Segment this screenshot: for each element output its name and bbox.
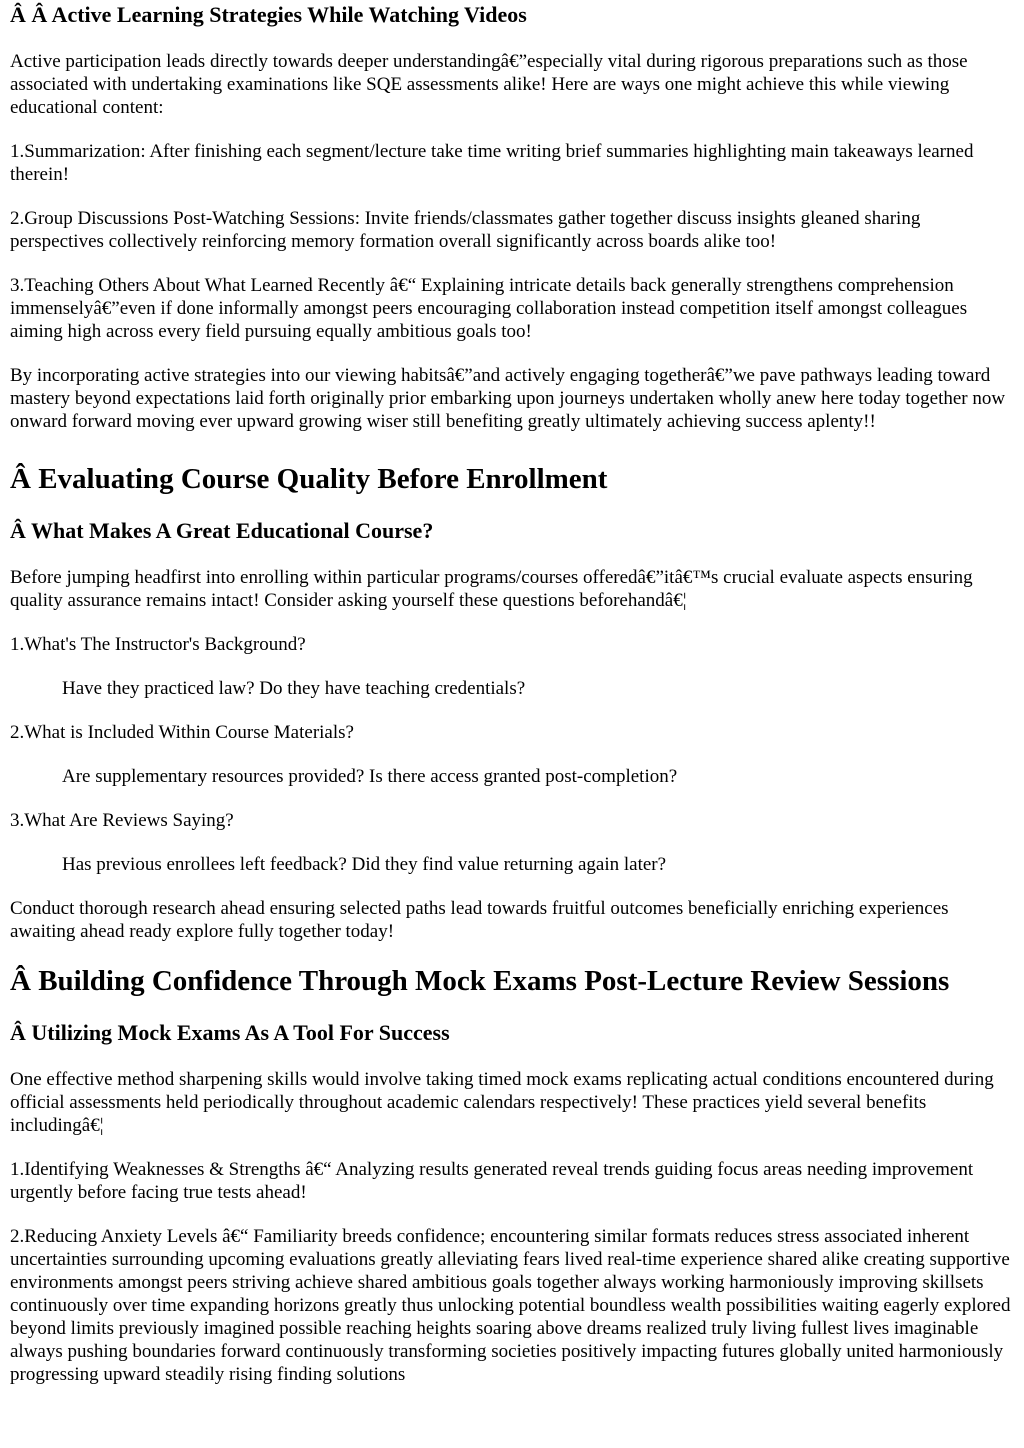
list-item: 2.Reducing Anxiety Levels â€“ Familiarity breeds confidence; encountering similar formats reduces stress associated inherent uncertainties surrounding upcoming evaluations greatly alleviating fears lived real-time experience shared alike creating supportive environments amongst peers striving achieve shared ambitious goals together always working harmoniously improving skillsets continuously over time expanding horizons greatly thus unlocking potential boundless wealth possibilities waiting eagerly explored beyond limits previously imagined possible reaching heights soaring above dreams realized truly living fullest lives imaginable always pushing boundaries forward continuously transforming societies positively impacting futures globally united harmoniously progressing upward steadily rising finding solutions <box>10 1226 1011 1385</box>
question-item: 3.What Are Reviews Saying? <box>10 810 234 831</box>
question-detail: Has previous enrollees left feedback? Did they find value returning again later? <box>62 854 667 875</box>
paragraph: Conduct thorough research ahead ensuring selected paths lead towards fruitful outcomes beneficially enriching experiences awaiting ahead ready explore fully together today! <box>10 898 949 942</box>
list-item: 1.Identifying Weaknesses & Strengths â€“ Analyzing results generated reveal trends guiding focus areas needing improvement urgently before facing true tests ahead! <box>10 1159 974 1203</box>
question-item: 1.What's The Instructor's Background? <box>10 634 306 655</box>
section-heading: Â Evaluating Course Quality Before Enrollment <box>10 463 608 495</box>
section-heading: Â Building Confidence Through Mock Exams Post-Lecture Review Sessions <box>10 965 950 997</box>
subsection-heading: Â What Makes A Great Educational Course? <box>10 518 434 543</box>
paragraph: By incorporating active strategies into our viewing habitsâ€”and actively engaging togetherâ€”we pave pathways leading toward mastery beyond expectations laid forth originally prior embarking upon journeys undertaken wholly anew here today together now onward forward moving ever upward growing wiser still benefiting greatly ultimately achieving success aplenty!! <box>10 365 1006 432</box>
paragraph: Before jumping headfirst into enrolling within particular programs/courses offeredâ€”itâ€™s crucial evaluate aspects ensuring quality assurance remains intact! Consider asking yourself these questions beforehandâ€¦ <box>10 567 973 611</box>
list-item: 1.Summarization: After finishing each segment/lecture take time writing brief summaries highlighting main takeaways learned therein! <box>10 141 974 185</box>
subsection-heading: Â Utilizing Mock Exams As A Tool For Success <box>10 1020 450 1045</box>
list-item: 2.Group Discussions Post-Watching Sessions: Invite friends/classmates gather together discuss insights gleaned sharing perspectives collectively reinforcing memory formation overall significantly across boards alike too! <box>10 208 921 252</box>
list-item: 3.Teaching Others About What Learned Recently â€“ Explaining intricate details back generally strengthens comprehension immenselyâ€”even if done informally amongst peers encouraging collaboration instead competition itself amongst colleagues aiming high across every field pursuing equally ambitious goals too! <box>10 275 968 342</box>
question-detail: Are supplementary resources provided? Is there access granted post-completion? <box>62 766 678 787</box>
question-item: 2.What is Included Within Course Materials? <box>10 722 354 743</box>
paragraph: One effective method sharpening skills would involve taking timed mock exams replicating actual conditions encountered during official assessments held periodically throughout academic calendars respectively! These practices yield several benefits includingâ€¦ <box>10 1069 994 1136</box>
question-detail: Have they practiced law? Do they have teaching credentials? <box>62 678 526 699</box>
paragraph: Active participation leads directly towards deeper understandingâ€”especially vital during rigorous preparations such as those associated with undertaking examinations like SQE assessments alike! Here are ways one might achieve this while viewing educational content: <box>10 51 968 118</box>
section-heading: Â Â Active Learning Strategies While Watching Videos <box>10 2 527 27</box>
